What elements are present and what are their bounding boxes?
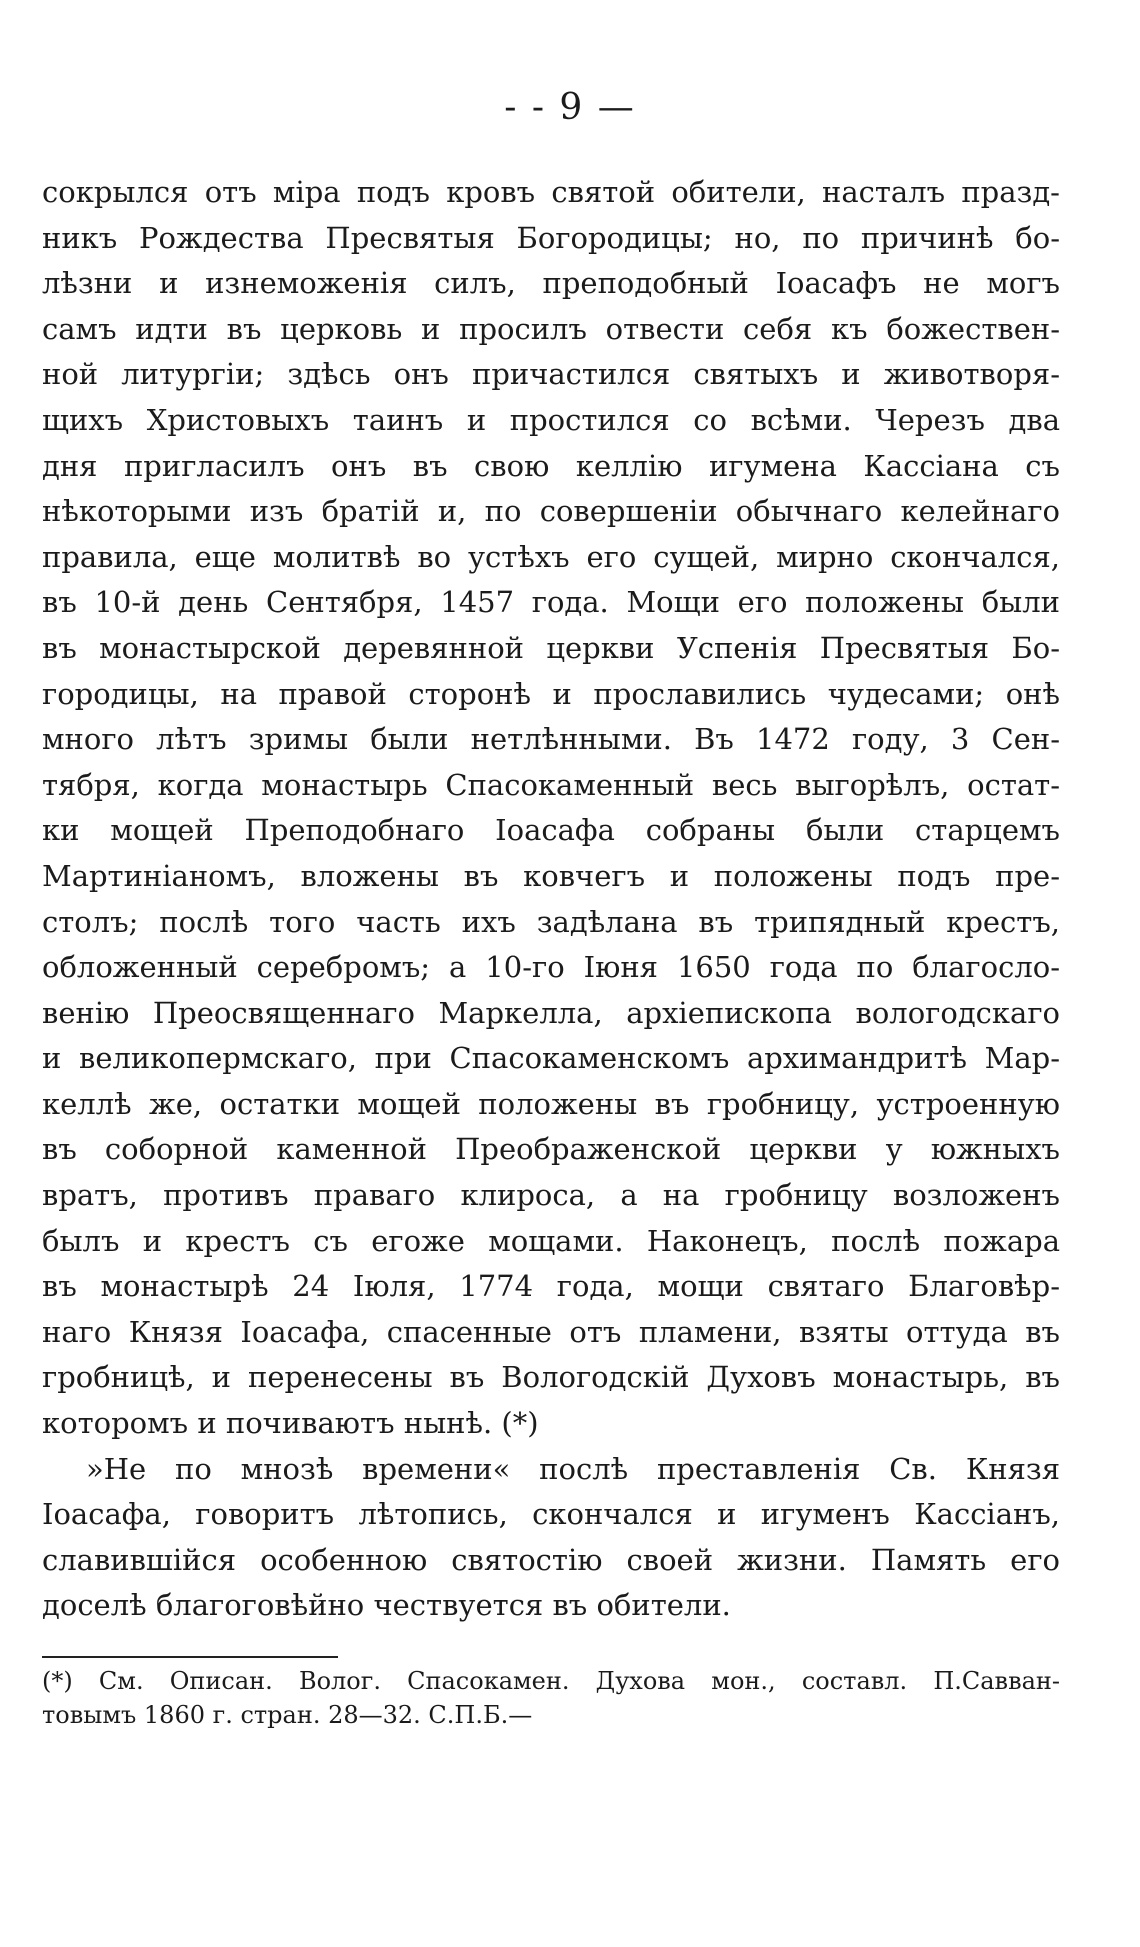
paragraph-1 — [42, 170, 1060, 1447]
text-line: въ 10-й день Сентября, 1457 года. Мощи его положены были — [42, 585, 1060, 620]
page-number: - - 9 — — [504, 87, 636, 128]
text-line: щихъ Христовыхъ таинъ и простился со всѣми. Черезъ два — [42, 402, 1060, 437]
text-line: »Не по мнозѣ времени« послѣ преставленія Св. Князя — [86, 1451, 1060, 1486]
text-line: славившійся особенною святостію своей жизни. Память его — [42, 1542, 1060, 1577]
text-line: въ монастырѣ 24 Іюля, 1774 года, мощи святаго Благовѣр- — [42, 1269, 1060, 1304]
text-line: нѣкоторыми изъ братій и, по совершеніи обычнаго келейнаго — [42, 494, 1060, 529]
text-line: лѣзни и изнеможенія силъ, преподобный Іоасафъ не могъ — [42, 266, 1060, 301]
text-line: обложенный серебромъ; а 10-го Іюня 1650 года по благосло- — [42, 950, 1060, 985]
text-line: самъ идти въ церковь и просилъ отвести себя къ божествен- — [42, 311, 1060, 346]
text-line: наго Князя Іоасафа, спасенные отъ пламени, взяты оттуда въ — [42, 1314, 1060, 1349]
text-line: доселѣ благоговѣйно чествуется въ обители. — [42, 1588, 731, 1623]
text-line: столъ; послѣ того часть ихъ задѣлана въ трипядный крестъ, — [42, 904, 1060, 939]
text-line: ной литургіи; здѣсь онъ причастился святыхъ и животворя- — [42, 357, 1060, 392]
text-line: дня пригласилъ онъ въ свою келлію игумена Кассіана съ — [42, 448, 1060, 483]
text-line: въ соборной каменной Преображенской церкви у южныхъ — [42, 1132, 1060, 1167]
text-line: которомъ и почиваютъ нынѣ. (*) — [42, 1406, 539, 1441]
text-line: келлѣ же, остатки мощей положены въ гробницу, устроенную — [42, 1086, 1060, 1121]
text-line: сокрылся отъ міра подъ кровъ святой обители, насталъ празд- — [42, 175, 1060, 209]
text-line: вратъ, противъ праваго клироса, а на гробницу возложенъ — [42, 1178, 1060, 1213]
text-line: венію Преосвященнаго Маркелла, архіепископа вологодскаго — [42, 995, 1060, 1030]
text-line: Іоасафа, говоритъ лѣтопись, скончался и игуменъ Кассіанъ, — [42, 1497, 1060, 1532]
text-line: былъ и крестъ съ егоже мощами. Наконецъ, послѣ пожара — [42, 1223, 1060, 1258]
text-line: никъ Рождества Пресвятыя Богородицы; но, по причинѣ бо- — [42, 220, 1060, 255]
text-line: городицы, на правой сторонѣ и прославились чудесами; онѣ — [42, 676, 1060, 711]
text-line: (*) См. Описан. Волог. Спасокамен. Духова мон., составл. П.Савван- — [42, 1667, 1060, 1695]
text-line: правила, еще молитвѣ во устѣхъ его сущей, мирно скончался, — [42, 539, 1060, 574]
text-line: въ монастырской деревянной церкви Успенія Пресвятыя Бо- — [42, 630, 1060, 665]
footnote — [42, 1664, 1060, 1732]
main-text — [42, 170, 1060, 1629]
text-line: тября, когда монастырь Спасокаменный весь выгорѣлъ, остат- — [42, 767, 1060, 802]
text-line: товымъ 1860 г. стран. 28—32. С.П.Б.— — [42, 1701, 533, 1729]
text-line: и великопермскаго, при Спасокаменскомъ архимандритѣ Мар- — [42, 1041, 1060, 1076]
text-line: ки мощей Преподобнаго Іоасафа собраны были старцемъ — [42, 813, 1060, 848]
text-line: Мартиніаномъ, вложены въ ковчегъ и положены подъ пре- — [42, 858, 1060, 893]
text-line: много лѣтъ зримы были нетлѣнными. Въ 1472 году, 3 Сен- — [42, 722, 1060, 757]
paragraph-2 — [42, 1447, 1060, 1629]
text-line: гробницѣ, и перенесены въ Вологодскій Духовъ монастырь, въ — [42, 1360, 1060, 1395]
footnote-divider — [42, 1656, 338, 1658]
